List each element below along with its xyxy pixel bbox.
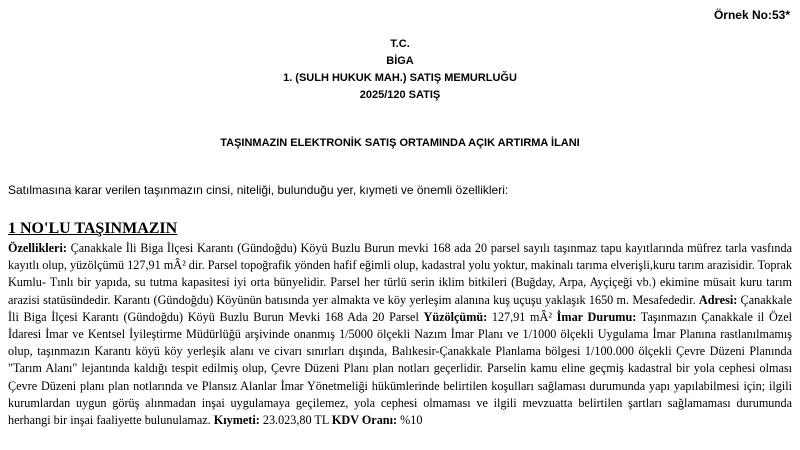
vat-text: %10 — [397, 413, 423, 428]
value-label: Kıymeti: — [213, 413, 260, 428]
header-line-tc: T.C. — [390, 38, 410, 50]
sample-number: Örnek No:53* — [713, 8, 790, 22]
property-heading: 1 NO'LU TAŞINMAZIN — [8, 220, 178, 237]
property-section — [8, 220, 792, 429]
value-text: 23.023,80 TL — [259, 413, 332, 428]
property-description — [8, 240, 792, 429]
header-line-case-number: 2025/120 SATIŞ — [359, 89, 441, 101]
address-text: Çanakkale İli Biga İlçesi Karantı (Gündoğdu) Köyü Buzlu Burun Mevki 168 Ada 20 Parsel — [8, 292, 792, 324]
features-text: Çanakkale İli Biga İlçesi Karantı (Gündoğdu) Köyü Buzlu Burun mevki 168 ada 20 parsel sayılı taşınmaz tapu kayıtlarında müfrez tarla vasfında kayıtlı olup, yüzölçümü 127,91 mÂ² dir. Parsel topoğrafik yönden hafif eğimli olup, kadastral yolu yoktur, makinalı tarıma elverişli,kuru tarım arazisidir. Toprak Kumlu- Tınlı bir yapıda, su tutma kapasitesi iyi orta bünyelidir. Parsel her türlü serin iklim bitkileri (Buğday, Arpa, Ayçiçeği vb.) ekimine müsait kuru tarım arazisi statüsündedir. Karantı (Gündoğdu) Köyünün batısında yer almakta ve köy yerleşim alanına kuş uçuşu yaklaşık 1650 m. Mesafededir. — [8, 241, 792, 307]
area-label: Yüzölçümü: — [423, 309, 488, 324]
header-line-district: BİGA — [386, 55, 414, 67]
vat-label: KDV Oranı: — [331, 413, 398, 428]
area-text: 127,91 mÂ² — [487, 309, 557, 324]
address-label: Adresi: — [698, 292, 738, 307]
intro-text: Satılmasına karar verilen taşınmazın cinsi, niteliği, bulunduğu yer, kıymeti ve önemli özellikleri: — [8, 183, 509, 197]
features-label: Özellikleri: — [8, 241, 67, 255]
document-header — [0, 36, 800, 104]
header-line-office: 1. (SULH HUKUK MAH.) SATIŞ MEMURLUĞU — [283, 72, 517, 84]
zoning-label: İmar Durumu: — [556, 309, 637, 324]
announcement-title: TAŞINMAZIN ELEKTRONİK SATIŞ ORTAMINDA AÇIK ARTIRMA İLANI — [220, 137, 580, 149]
zoning-text: Taşınmazın Çanakkale il Özel İdaresi İmar ve Kentsel İyileştirme Müdürlüğü arşivinde onanmış 1/5000 ölçekli Nazım İmar Planı ve 1/1000 ölçekli Uygulama İmar Planına rastlanılmamış olup, taşınmazın Karantı köyü köy yerleşik alanı ve civarı sınırları dışında, Balıkesir-Çanakkale Planlama bölgesi 1/100.000 ölçekli Çevre Düzeni Planında "Tarım Alanı" lejantında kaldığı tespit edilmiş olup, Çevre Düzeni Planı plan notları geçerlidir. Parselin kamu eline geçmiş kadastral bir yola cephesi olması Çevre Düzeni planı plan notlarında ve Plansız Alanlar İmar Yönetmeliği hükümlerinde belirtilen koşulları sağlaması durumunda yapı yapılabilmesi için; ilgili kurumlardan uygun görüş alınmadan inşai uygulamaya geçilemez, yola cephesi olmaması ve ilgili mevzuatta belirtilen şartları sağlamaması durumunda herhangi bir inşai faaliyette bulunulamaz. — [8, 309, 793, 428]
